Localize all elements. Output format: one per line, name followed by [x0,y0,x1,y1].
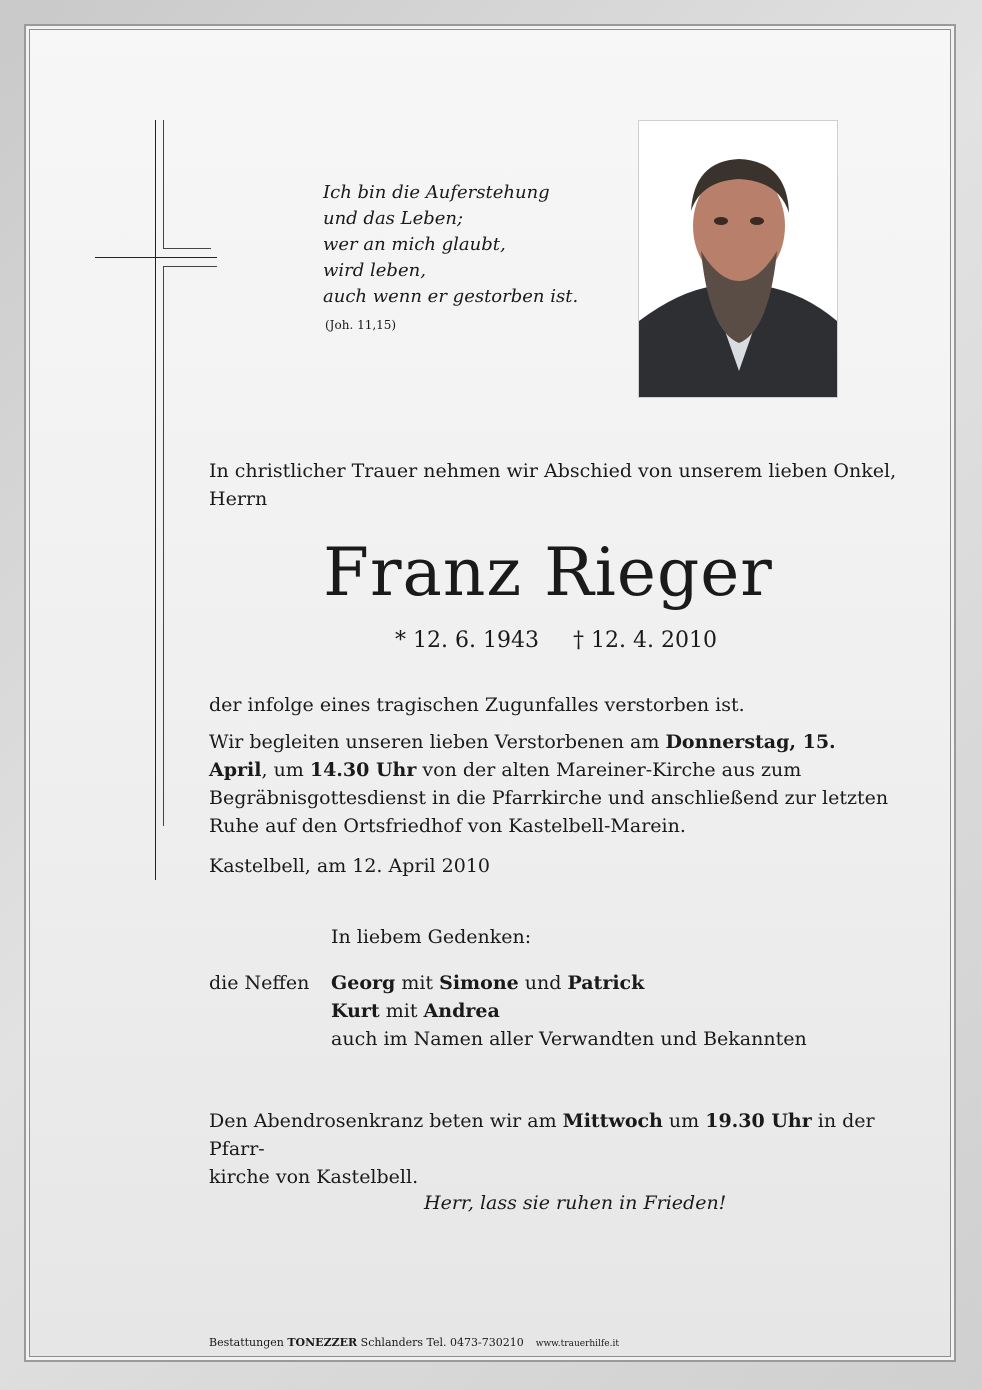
mourners-line: auch im Namen aller Verwandten und Bekannten [331,1028,807,1050]
cross-icon [155,120,156,880]
mourners-label: die Neffen [209,972,310,994]
death-date: † 12. 4. 2010 [573,628,717,653]
text-span: Wir begleiten unseren lieben Verstorbenen am [209,731,666,753]
cross-line [95,257,217,258]
deceased-name: Franz Rieger [323,534,773,611]
memorial-heading: In liebem Gedenken: [331,926,532,948]
funeral-text [209,728,899,840]
birth-date: * 12. 6. 1943 [395,628,539,653]
text-span: von der alten Mareiner-Kirche aus zum Begräbnisgottesdienst in die Pfarrkirche und anschließend zur letzten Ruhe auf den Ortsfriedhof von Kastelbell-Marein. [209,759,889,837]
portrait-photo [638,120,838,398]
text-span: Bestattungen [209,1336,288,1349]
rosary-line: kirche von Kastelbell. [209,1166,419,1188]
cross-line [163,120,164,248]
mourner-name: Simone [439,972,519,994]
text-span: in der Pfarr- [209,1110,875,1160]
portrait-image [639,121,837,397]
footer [209,1336,619,1349]
life-dates [395,628,717,653]
company-name: TONEZZER [287,1336,358,1349]
funeral-time: 14.30 Uhr [309,759,417,781]
verse-reference: (Joh. 11,15) [325,318,397,332]
verse-line: wird leben, [323,260,426,281]
verse-line: wer an mich glaubt, [323,234,506,255]
rosary-line [209,1107,899,1163]
cross-line [163,248,211,249]
verse-line: auch wenn er gestorben ist. [323,286,579,307]
verse-line: Ich bin die Auferstehung [323,182,550,203]
intro-line: Herrn [209,488,268,510]
funeral-day: Donnerstag, 15. April [209,731,836,781]
cross-line [163,266,217,267]
mourners-line [331,997,807,1025]
mourners-list [331,969,807,1053]
footer-url: www.trauerhilfe.it [535,1339,619,1349]
rosary-time: 19.30 Uhr [705,1110,812,1132]
text-span: um [662,1110,706,1132]
mourners-line [331,969,807,997]
mourner-name: Patrick [567,972,645,994]
text-span: und [518,972,568,994]
text-span: Den Abendrosenkranz beten wir am [209,1110,563,1132]
verse-line: und das Leben; [323,208,464,229]
rosary-text [209,1107,899,1191]
mourner-name: Georg [331,972,396,994]
intro-line: In christlicher Trauer nehmen wir Abschied von unserem lieben Onkel, [209,460,897,482]
mourner-name: Kurt [331,1000,380,1022]
mourner-name: Andrea [423,1000,500,1022]
text-span: Schlanders Tel. 0473-730210 [357,1336,524,1349]
text-span: , um [261,759,310,781]
text-span: mit [395,972,440,994]
text-span: mit [379,1000,424,1022]
place-date: Kastelbell, am 12. April 2010 [209,855,491,877]
intro-text [209,457,896,513]
cause-text: der infolge eines tragischen Zugunfalles verstorben ist. [209,694,745,716]
rosary-day: Mittwoch [562,1110,663,1132]
farewell-text: Herr, lass sie ruhen in Frieden! [424,1192,727,1214]
bible-verse [323,180,578,310]
